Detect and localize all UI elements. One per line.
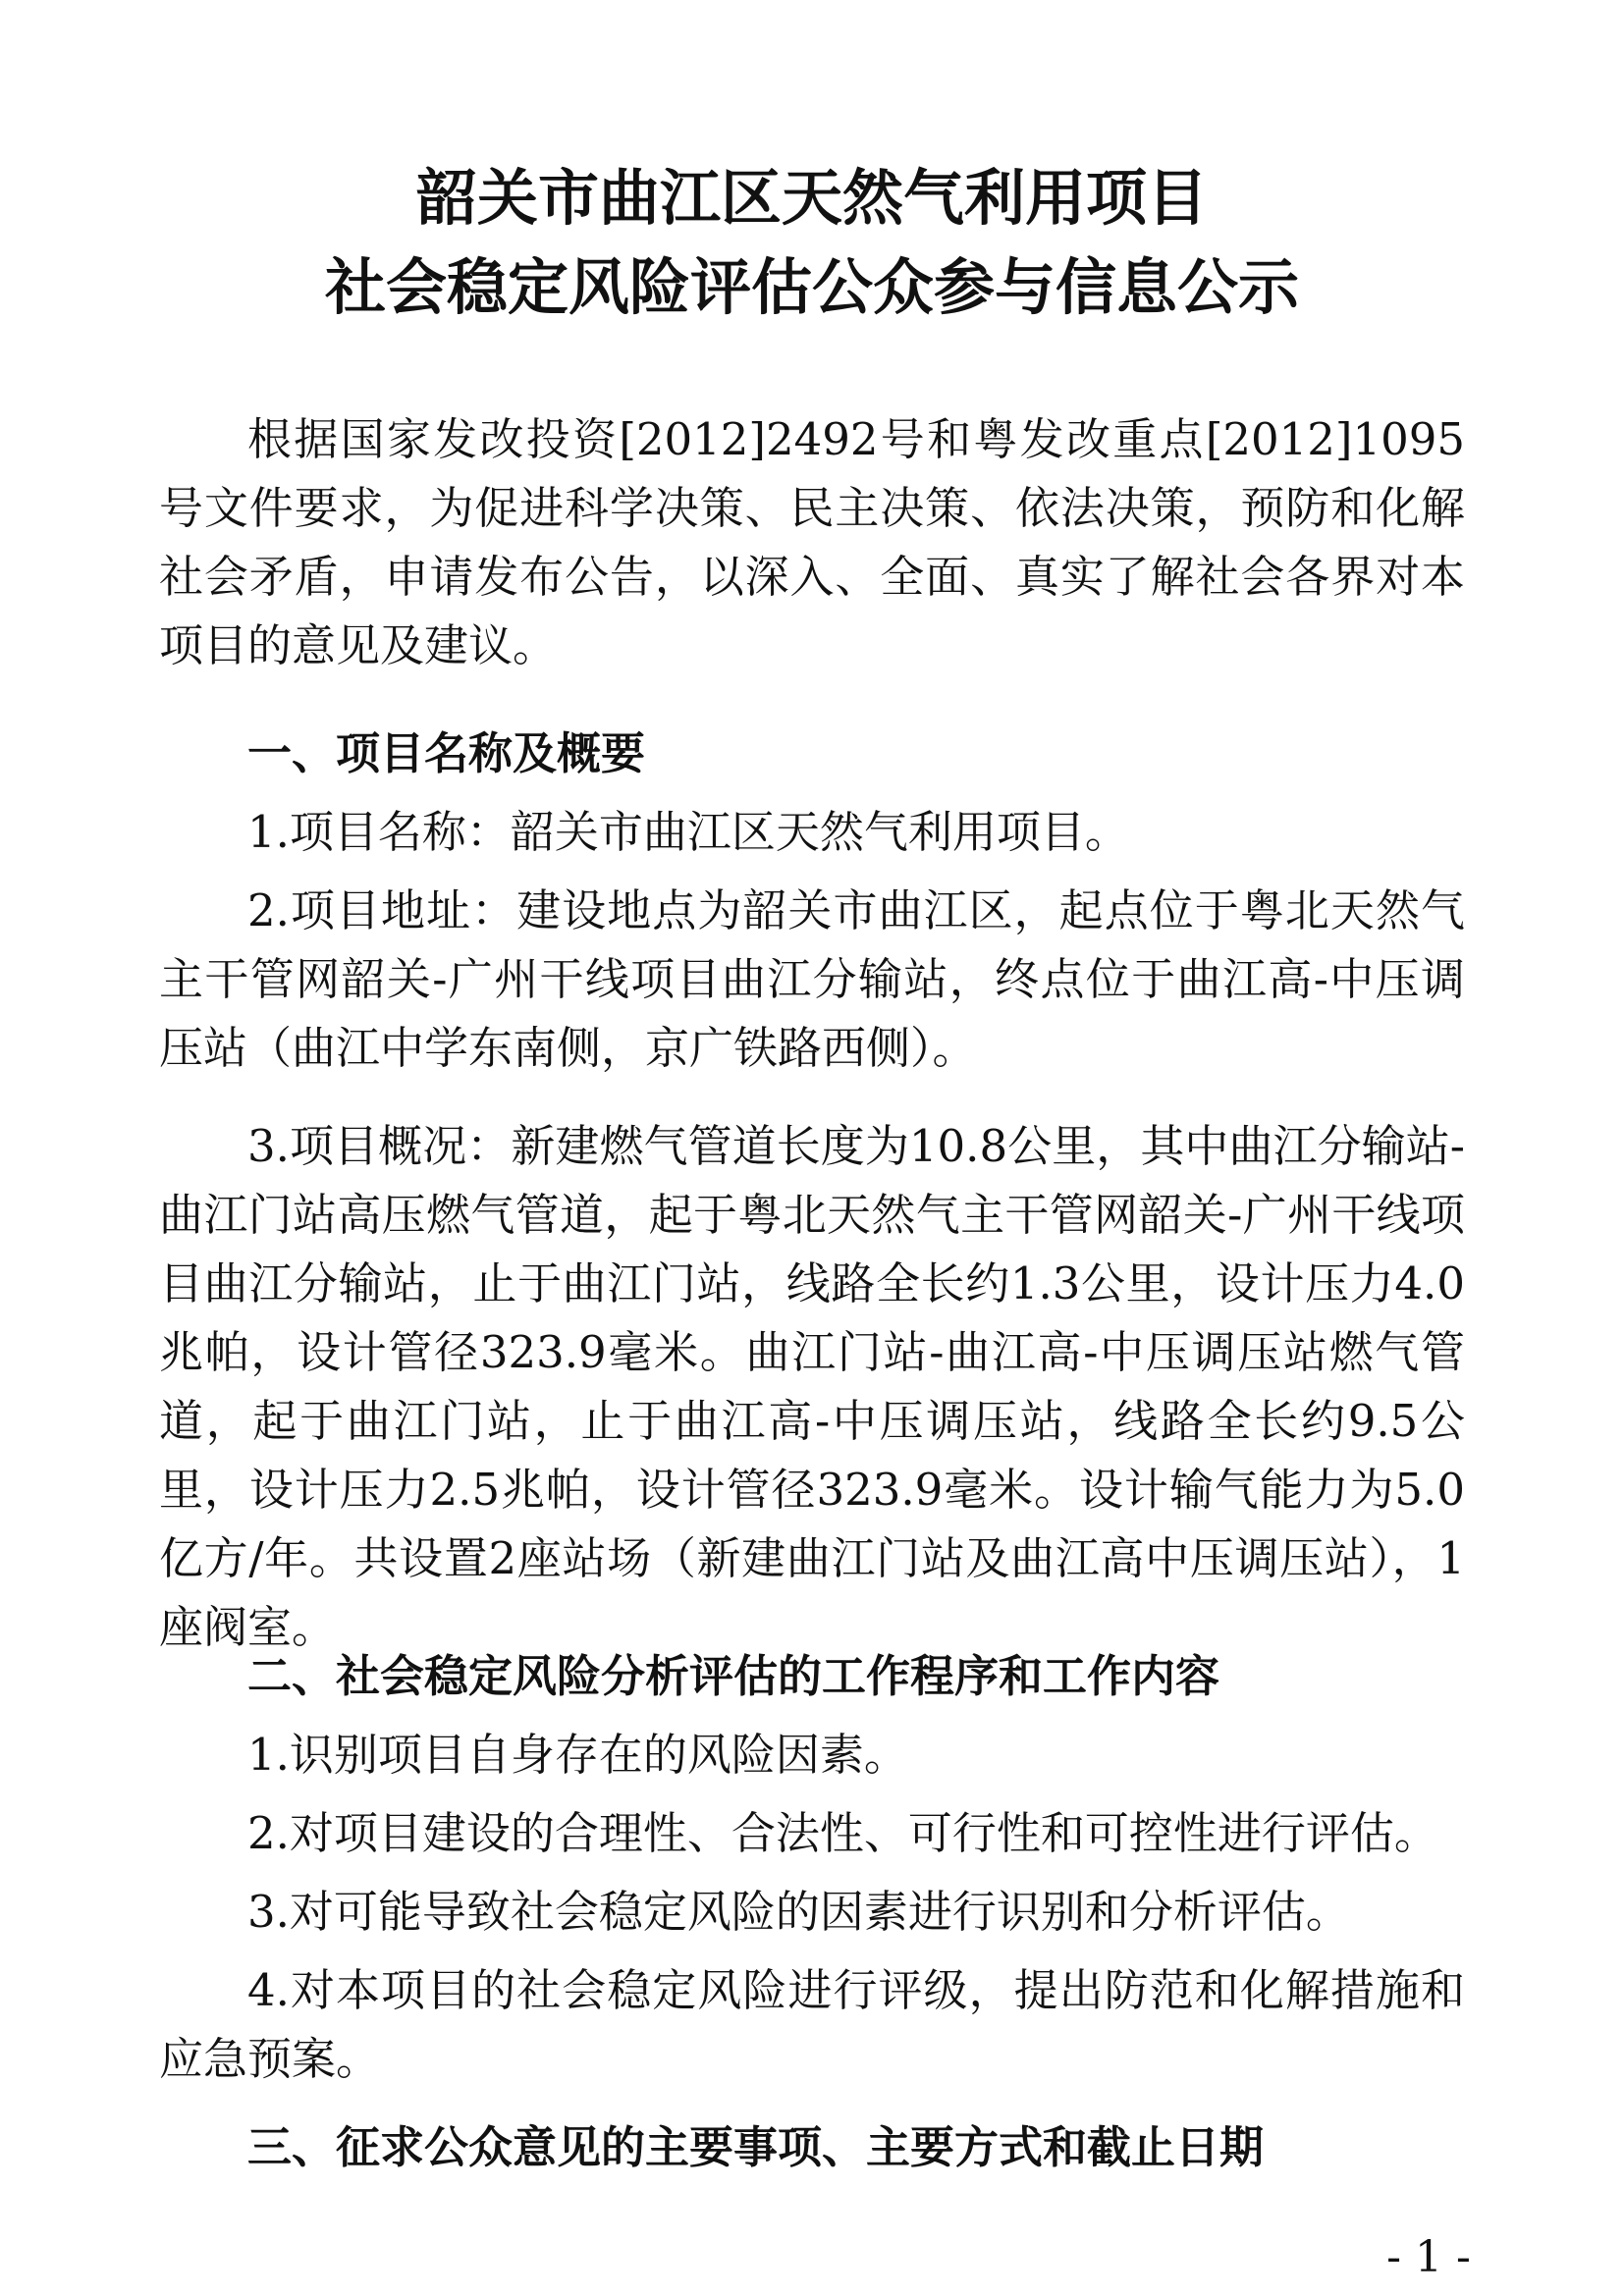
section2-item1: 1.识别项目自身存在的风险因素。 <box>247 1729 908 1781</box>
section1-item-project-name: 1.项目名称：韶关市曲江区天然气利用项目。 <box>247 806 1129 858</box>
intro-paragraph: 根据国家发改投资[2012]2492号和粤发改重点[2012]1095号文件要求，为促进科学决策、民主决策、依法决策，预防和化解社会矛盾，申请发布公告，以深入、全面、真实了解社会各界对本项目的意见及建议。 <box>159 413 1465 671</box>
page-number: - 1 - <box>1386 2232 1471 2282</box>
section2-item3: 3.对可能导致社会稳定风险的因素进行识别和分析评估。 <box>247 1886 1350 1938</box>
section1-item-project-address: 2.项目地址：建设地点为韶关市曲江区，起点位于粤北天然气主干管网韶关-广州干线项目曲江分输站，终点位于曲江高-中压调压站（曲江中学东南侧，京广铁路西侧）。 <box>159 884 1465 1074</box>
section1-item-project-overview: 3.项目概况：新建燃气管道长度为10.8公里，其中曲江分输站-曲江门站高压燃气管道，起于粤北天然气主干管网韶关-广州干线项目曲江分输站，止于曲江门站，线路全长约1.3公里，设计压力4.0兆帕，设计管径323.9毫米。曲江门站-曲江高-中压调压站燃气管道，起于曲江门站，止于曲江高-中压调压站，线路全长约9.5公里，设计压力2.5兆帕，设计管径323.9毫米。设计输气能力为5.0亿方/年。共设置2座站场（新建曲江门站及曲江高中压调压站），1座阀室。 <box>159 1120 1465 1653</box>
section1-heading: 一、项目名称及概要 <box>247 727 646 779</box>
section3-heading: 三、征求公众意见的主要事项、主要方式和截止日期 <box>247 2121 1265 2173</box>
section2-item4: 4.对本项目的社会稳定风险进行评级，提出防范和化解措施和应急预案。 <box>159 1964 1465 2085</box>
document-title-line1: 韶关市曲江区天然气利用项目 <box>415 162 1208 234</box>
document-title-line2: 社会稳定风险评估公众参与信息公示 <box>324 251 1299 323</box>
section2-heading: 二、社会稳定风险分析评估的工作程序和工作内容 <box>247 1650 1220 1702</box>
section2-item2: 2.对项目建设的合理性、合法性、可行性和可控性进行评估。 <box>247 1807 1438 1859</box>
